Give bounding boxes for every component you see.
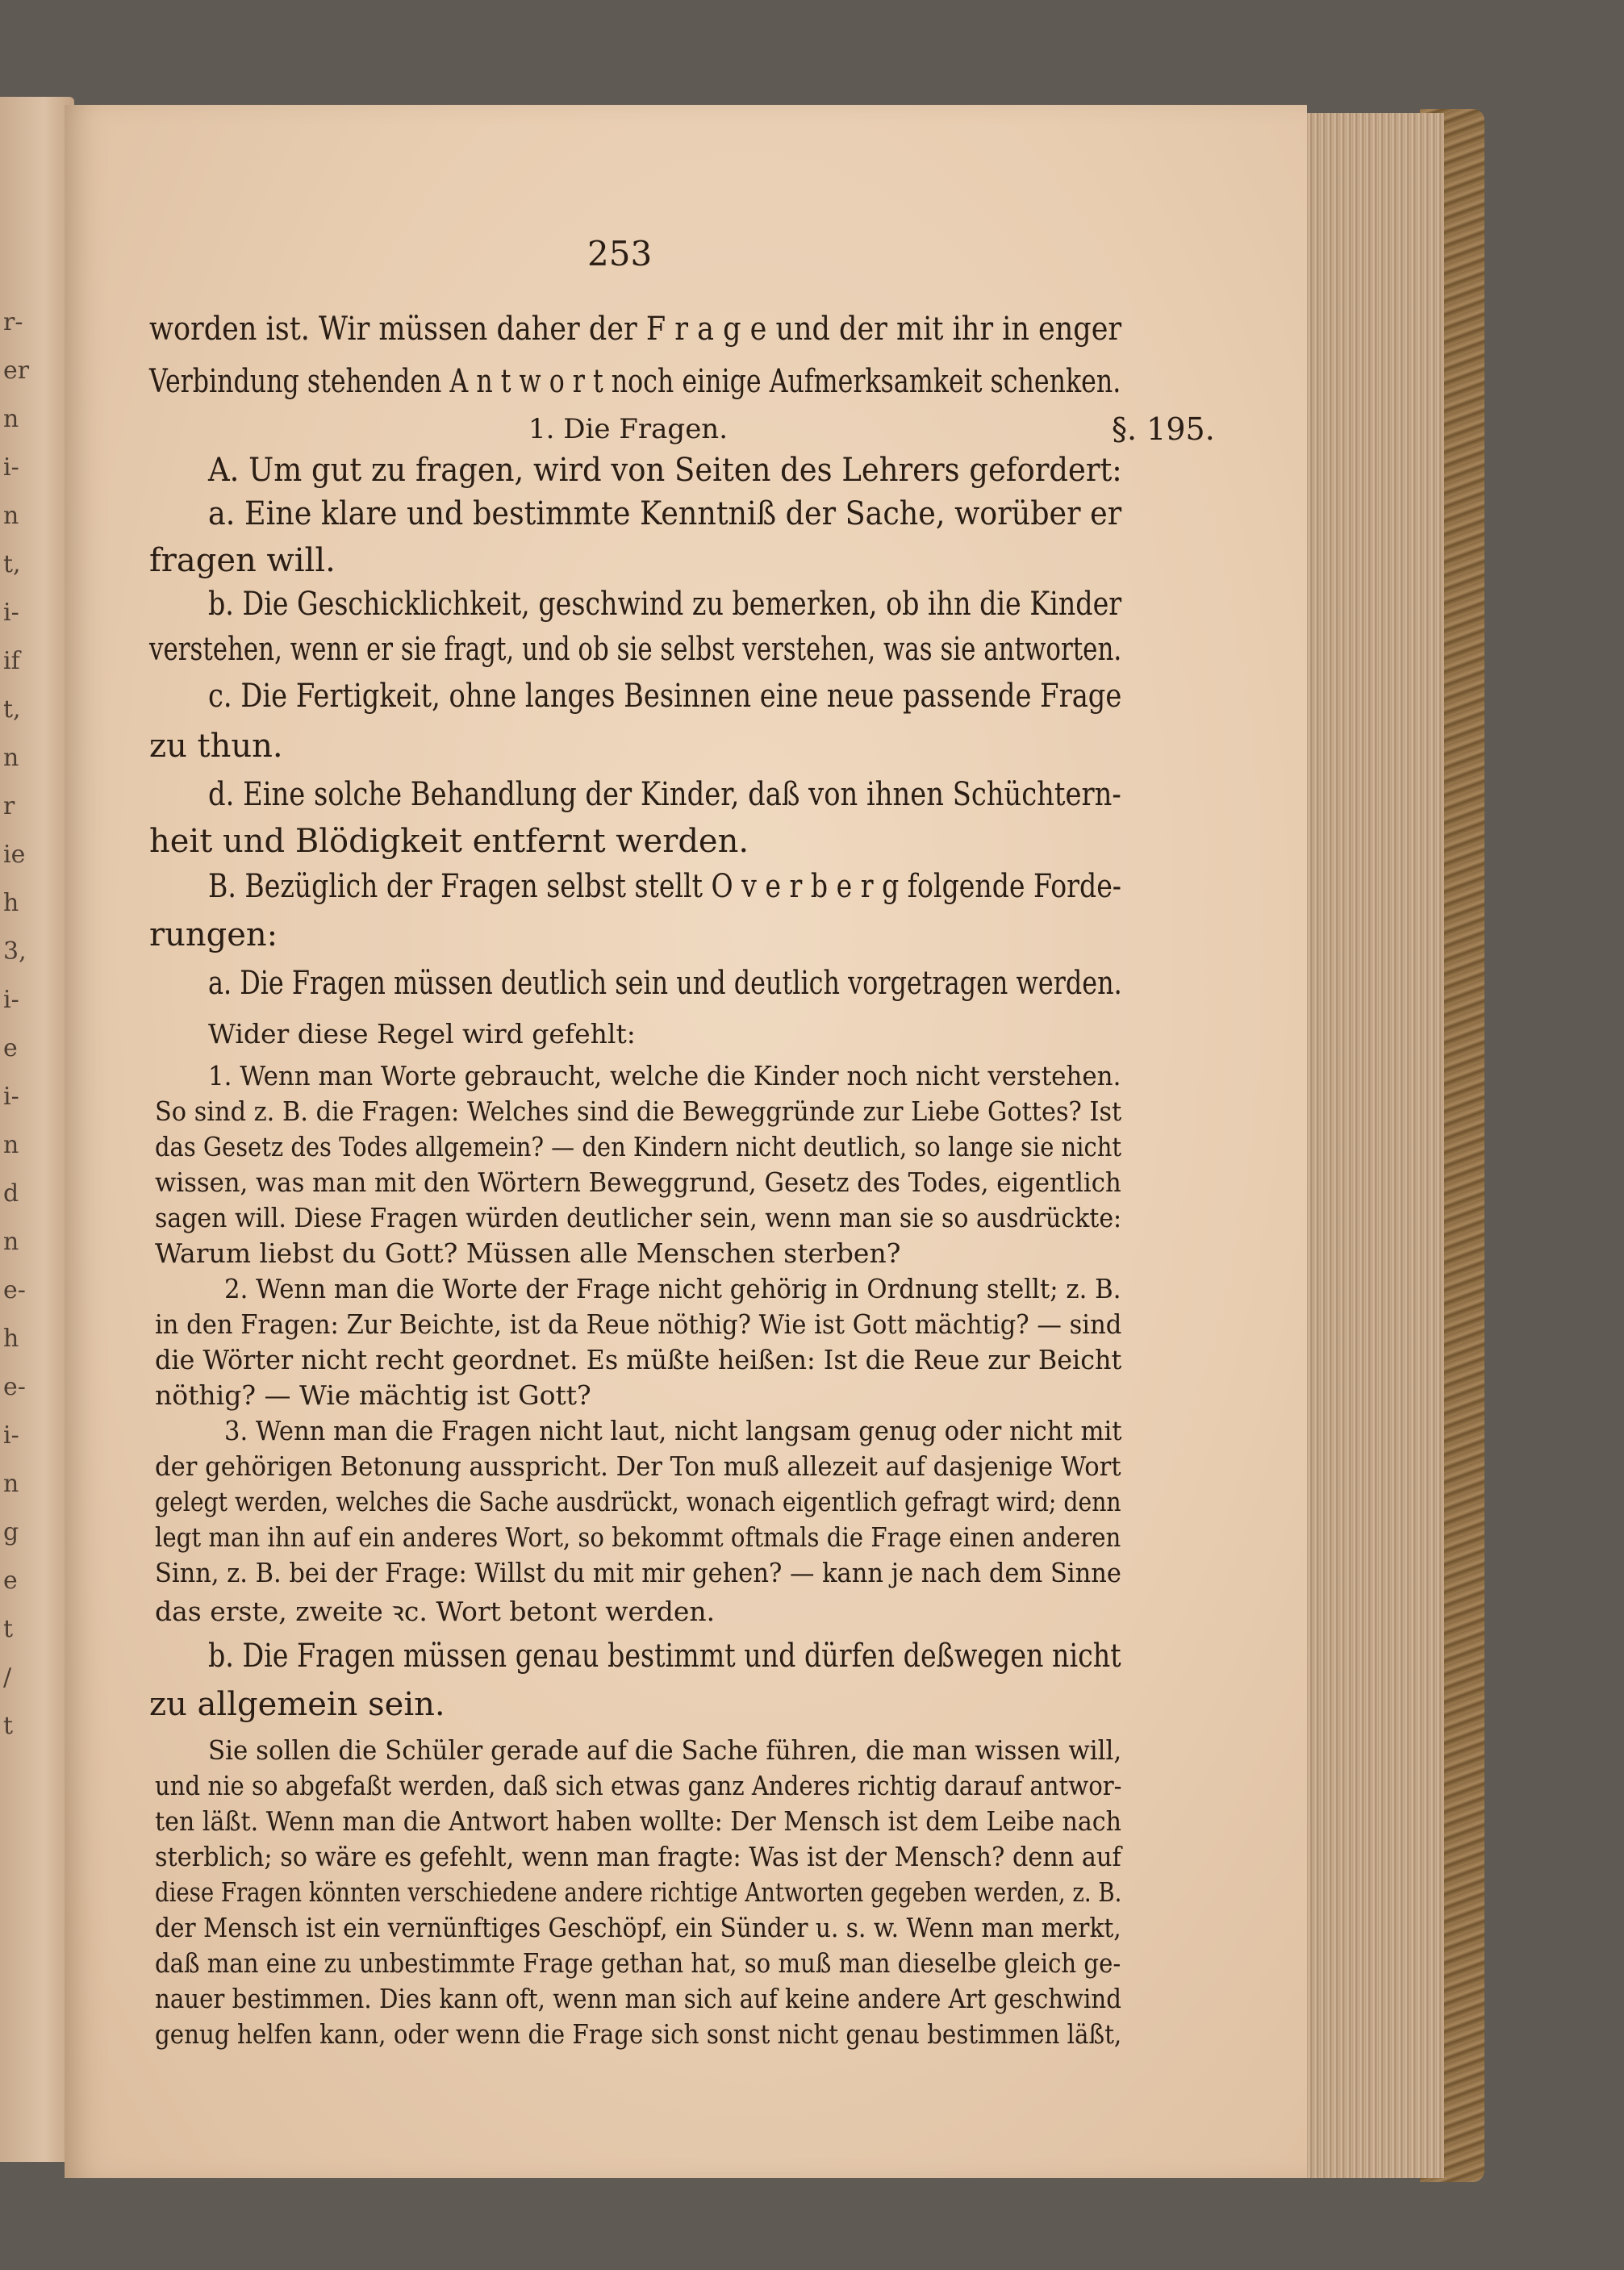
text-line: Verbindung stehenden A n t w o r t noch einige Aufmerksamkeit schenken.: [149, 363, 1121, 400]
text-line: b. Die Fragen müssen genau bestimmt und dürfen deßwegen nicht: [208, 1638, 1121, 1675]
margin-fragment: i-: [3, 453, 19, 482]
margin-fragment: e-: [3, 1276, 26, 1304]
page-number: 253: [587, 234, 653, 273]
margin-fragment: r: [3, 792, 15, 820]
text-line: gelegt werden, welches die Sache ausdrückt, wonach eigentlich gefragt wird; denn: [155, 1486, 1121, 1517]
text-line: Sie sollen die Schüler gerade auf die Sache führen, die man wissen will,: [208, 1734, 1122, 1766]
text-line: A. Um gut zu fragen, wird von Seiten des Lehrers gefordert:: [208, 452, 1122, 489]
text-line: nöthig? — Wie mächtig ist Gott?: [155, 1379, 591, 1411]
text-line: sagen will. Diese Fragen würden deutlicher sein, wenn man sie so ausdrückte:: [155, 1202, 1122, 1233]
margin-fragment: i-: [3, 986, 19, 1014]
margin-fragment: /: [3, 1663, 12, 1692]
margin-fragment: e: [3, 1034, 18, 1062]
text-line: wissen, was man mit den Wörtern Beweggrund, Gesetz des Todes, eigentlich: [155, 1166, 1121, 1198]
text-line: So sind z. B. die Fragen: Welches sind die Beweggründe zur Liebe Gottes? Ist: [155, 1095, 1122, 1127]
margin-fragment: n: [3, 405, 19, 433]
margin-fragment: er: [3, 357, 30, 385]
text-line: 3. Wenn man die Fragen nicht laut, nicht langsam genug oder nicht mit: [224, 1415, 1122, 1446]
margin-fragment: d: [3, 1179, 19, 1208]
text-line: und nie so abgefaßt werden, daß sich etwas ganz Anderes richtig darauf antwor-: [155, 1770, 1122, 1801]
text-line: der Mensch ist ein vernünftiges Geschöpf, ein Sünder u. s. w. Wenn man merkt,: [155, 1912, 1121, 1943]
margin-fragment: e-: [3, 1373, 26, 1401]
text-line: genug helfen kann, oder wenn die Frage sich sonst nicht genau bestimmen läßt,: [155, 2018, 1122, 2050]
margin-fragment: i-: [3, 1421, 19, 1450]
text-line: legt man ihn auf ein anderes Wort, so bekommt oftmals die Frage einen anderen: [155, 1521, 1121, 1553]
margin-fragment: t,: [3, 695, 21, 724]
text-line: heit und Blödigkeit entfernt werden.: [149, 823, 749, 860]
text-line: das erste, zweite ꝛc. Wort betont werden.: [155, 1596, 716, 1627]
text-line: a. Eine klare und bestimmte Kenntniß der Sache, worüber er: [208, 495, 1122, 532]
text-line: Wider diese Regel wird gefehlt:: [208, 1018, 636, 1049]
margin-fragment: e: [3, 1567, 18, 1595]
text-line: Sinn, z. B. bei der Frage: Willst du mit mir gehen? — kann je nach dem Sinne: [155, 1557, 1121, 1588]
text-line: worden ist. Wir müssen daher der F r a g e und der mit ihr in enger: [149, 311, 1122, 348]
text-line: a. Die Fragen müssen deutlich sein und deutlich vorgetragen werden.: [208, 965, 1122, 1002]
text-line: fragen will.: [149, 542, 336, 579]
margin-fragment: n: [3, 744, 19, 772]
text-line: Warum liebst du Gott? Müssen alle Menschen sterben?: [155, 1237, 901, 1269]
text-line: daß man eine zu unbestimmte Frage gethan hat, so muß man dieselbe gleich ge-: [155, 1947, 1121, 1979]
text-line: b. Die Geschicklichkeit, geschwind zu bemerken, ob ihn die Kinder: [208, 586, 1122, 623]
left-facing-page: [0, 97, 74, 2162]
text-line: das Gesetz des Todes allgemein? — den Kindern nicht deutlich, so lange sie nicht: [155, 1131, 1122, 1162]
text-line: c. Die Fertigkeit, ohne langes Besinnen eine neue passende Frage: [208, 678, 1122, 715]
margin-fragment: t: [3, 1712, 14, 1740]
left-margin-fragments: [3, 298, 68, 1750]
text-line: d. Eine solche Behandlung der Kinder, daß von ihnen Schüchtern-: [208, 776, 1121, 813]
margin-fragment: r-: [3, 308, 23, 336]
margin-fragment: 3,: [3, 937, 27, 966]
text-line: der gehörigen Betonung ausspricht. Der Ton muß allezeit auf dasjenige Wort: [155, 1450, 1121, 1482]
margin-fragment: if: [3, 647, 20, 675]
text-line: 1. Die Fragen.: [528, 413, 729, 445]
text-line: die Wörter nicht recht geordnet. Es müßte heißen: Ist die Reue zur Beicht: [155, 1344, 1122, 1375]
text-line: nauer bestimmen. Dies kann oft, wenn man sich auf keine andere Art geschwind: [155, 1983, 1121, 2014]
margin-fragment: n: [3, 1131, 19, 1159]
margin-fragment: t,: [3, 550, 21, 578]
text-line: sterblich; so wäre es gefehlt, wenn man fragte: Was ist der Mensch? denn auf: [155, 1841, 1121, 1872]
margin-fragment: h: [3, 889, 19, 917]
text-line: 1. Wenn man Worte gebraucht, welche die Kinder noch nicht verstehen.: [208, 1060, 1121, 1091]
text-line: 2. Wenn man die Worte der Frage nicht gehörig in Ordnung stellt; z. B.: [224, 1273, 1121, 1304]
margin-fragment: t: [3, 1615, 14, 1643]
section-marker: §. 195.: [1112, 411, 1215, 447]
margin-fragment: n: [3, 1470, 19, 1498]
text-line: B. Bezüglich der Fragen selbst stellt O v e r b e r g folgende Forde-: [208, 868, 1121, 905]
text-line: verstehen, wenn er sie fragt, und ob sie selbst verstehen, was sie antworten.: [149, 631, 1122, 668]
text-line: zu allgemein sein.: [149, 1686, 445, 1723]
text-line: ten läßt. Wenn man die Antwort haben wollte: Der Mensch ist dem Leibe nach: [155, 1805, 1122, 1837]
margin-fragment: i-: [3, 599, 19, 627]
text-line: diese Fragen könnten verschiedene andere richtige Antworten gegeben werden, z. B.: [155, 1876, 1122, 1908]
text-line: in den Fragen: Zur Beichte, ist da Reue nöthig? Wie ist Gott mächtig? — sind: [155, 1308, 1122, 1340]
margin-fragment: n: [3, 502, 19, 530]
text-line: rungen:: [149, 916, 278, 953]
margin-fragment: h: [3, 1325, 19, 1353]
margin-fragment: ie: [3, 841, 26, 869]
margin-fragment: i-: [3, 1083, 19, 1111]
margin-fragment: g: [3, 1518, 19, 1546]
text-line: zu thun.: [149, 728, 283, 765]
margin-fragment: n: [3, 1228, 19, 1256]
